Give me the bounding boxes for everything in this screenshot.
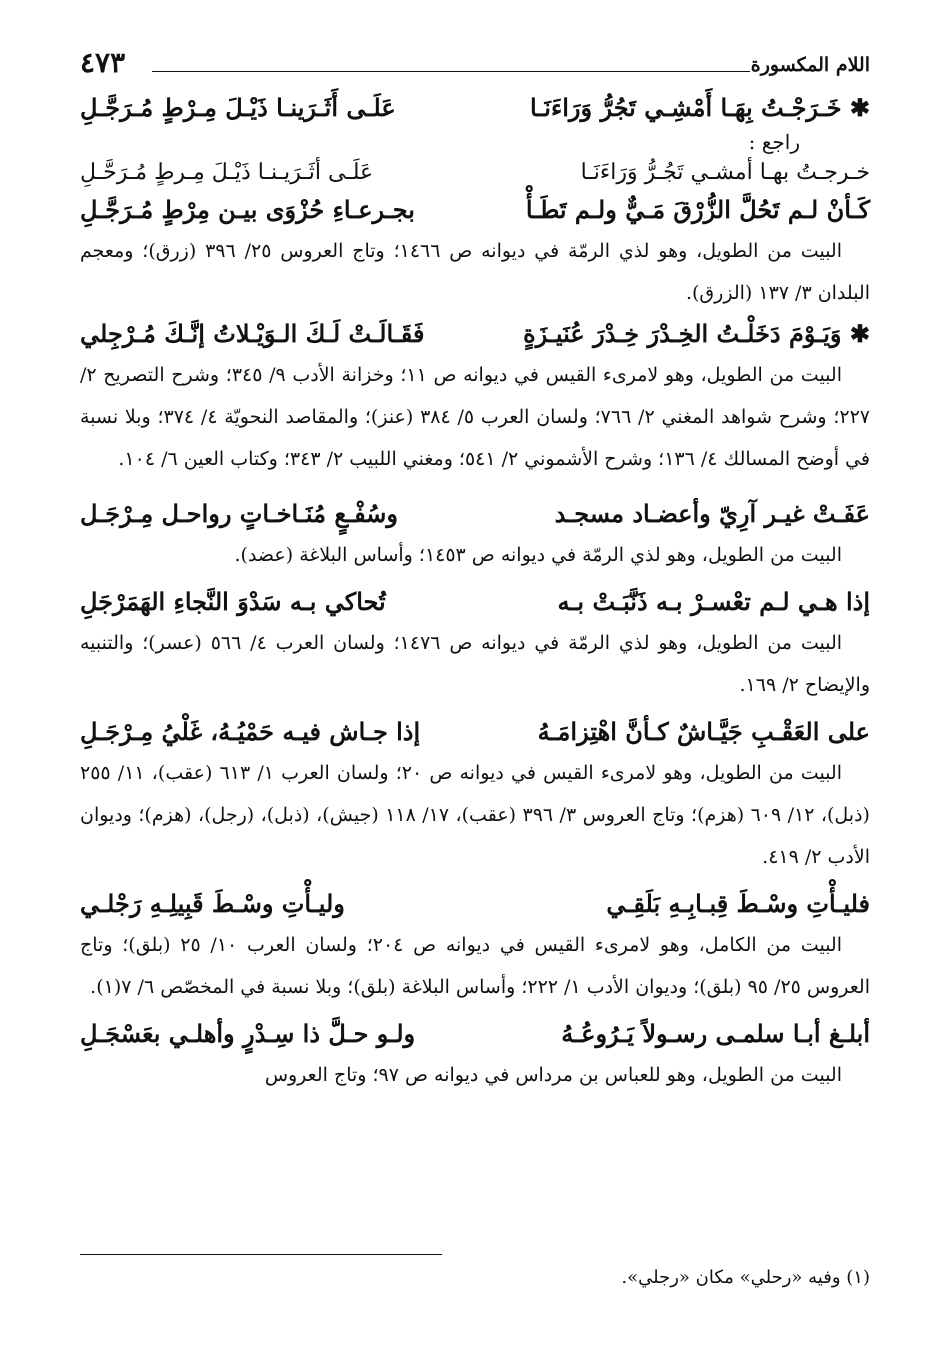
chapter-title: اللام المكسورة — [750, 54, 870, 76]
first-hemistich: عَفَـتْ غيـر آرِيّ وأعضـاد مسجـد — [554, 499, 870, 528]
second-hemistich: وليـأْتِ وسْـطَ قَبِيلِـهِ رَجْلـي — [80, 889, 345, 918]
second-hemistich: وسُفْـعٍ مُنَـاخـاتٍ رواحـل مِـرْجَـل — [80, 499, 398, 528]
first-hemistich: كَـأنْ لـم تَحُلَّ الزُّرْقَ مَـيٌّ ولـم تَطَـأْ — [525, 195, 870, 224]
verse-line — [80, 582, 870, 622]
second-hemistich: عَلَـى أَثَـرَينـا ذَيْـلَ مِـرْطٍ مُـرَجَّـلِ — [80, 93, 396, 122]
citation-text: البيت من الطويل، وهو لامرىء القيس في ديوانه ص ١١؛ وخزانة الأدب ٩/ ٣٤٥؛ وشرح التصريح ٢/ ٢٢٧؛ وشرح شواهد المغني ٢/ ٧٦٦؛ ولسان العرب ٥/ ٣٨٤ (عنز)؛ والمقاصد النحويّة ٤/ ٣٧٤؛ وبلا نسبة في أوضح المسالك ٤/ ١٣٦؛ وشرح الأشموني ٢/ ٥٤١؛ ومغني اللبيب ٢/ ٣٤٣؛ وكتاب العين ٦/ ١٠٤. — [80, 364, 871, 470]
citation-text: البيت من الطويل، وهو لذي الرمّة في ديوانه ص ١٤٦٦؛ وتاج العروس ٢٥/ ٣٩٦ (زرق)؛ ومعجم البلدان ٣/ ١٣٧ (الزرق). — [80, 240, 870, 304]
citation-text: البيت من الطويل، وهو للعباس بن مرداس في ديوانه ص ٩٧؛ وتاج العروس — [264, 1064, 842, 1086]
first-hemistich: على العَقْـبِ جَيَّـاشٌ كـأنَّ اهْتِزامَـهُ — [537, 717, 870, 746]
first-hemistich: خـرجـتُ بهـا أمشـي تَجُـرُّ وَرَاءَنَـا — [580, 160, 870, 185]
second-hemistich: تُحاكي بـه سَدْوَ النَّجاءِ الهَمَرْجَلِ — [80, 587, 386, 616]
citation-paragraph — [80, 924, 870, 1008]
second-hemistich: إذا جـاش فيـه حَمْيُـهُ، غَلْيُ مِـرْجَـلِ — [80, 717, 421, 746]
citation-text: البيت من الطويل، وهو لذي الرمّة في ديوانه ص ١٤٥٣؛ وأساس البلاغة (عضد). — [234, 544, 842, 566]
citation-paragraph — [80, 1054, 870, 1096]
citation-text: البيت من الطويل، وهو لذي الرمّة في ديوانه ص ١٤٧٦؛ ولسان العرب ٤/ ٥٦٦ (عسر)؛ والتنبيه والإيضاح ٢/ ١٦٩. — [80, 632, 870, 696]
page-body — [80, 40, 870, 1096]
verse-line — [80, 1014, 870, 1054]
verse-line — [80, 712, 870, 752]
first-hemistich: ✱ وَيَـوْمَ دَخَلْـتُ الخِـدْرَ خِـدْرَ عُنَيـزَةٍ — [523, 319, 870, 348]
cross-reference-label: راجع : — [748, 130, 800, 154]
citation-paragraph — [80, 230, 870, 314]
page-number: ٤٧٣ — [80, 46, 126, 79]
second-hemistich: عَلَـى أثَـرَيـنـا ذَيْـلَ مِـرطٍ مُـرَحَّـلِ — [80, 160, 374, 185]
second-hemistich: بجـرعـاءِ حُزْوَى بيـن مِرْطٍ مُـرَجَّـلِ — [80, 195, 415, 224]
header-rule — [152, 71, 750, 72]
citation-text: البيت من الطويل، وهو لامرىء القيس في ديوانه ص ٢٠؛ ولسان العرب ١/ ٦١٣ (عقب)، ١١/ ٢٥٥ (ذبل)، ١٢/ ٦٠٩ (هزم)؛ وتاج العروس ٣/ ٣٩٦ (عقب)، ١٧/ ١١٨ (جيش)، (ذبل)، (رجل)، (هزم)؛ وديوان الأدب ٢/ ٤١٩. — [80, 762, 870, 868]
verse-line — [80, 884, 870, 924]
verse-line — [80, 314, 870, 354]
verse-line — [80, 494, 870, 534]
verse-line — [80, 190, 870, 230]
citation-text: البيت من الكامل، وهو لامرىء القيس في ديوانه ص ٢٠٤؛ ولسان العرب ١٠/ ٢٥ (بلق)؛ وتاج العروس ٢٥/ ٩٥ (بلق)؛ وديوان الأدب ١/ ٢٢٢؛ وأساس البلاغة (بلق)؛ وبلا نسبة في المخصّص ٦/ ٧(١). — [80, 934, 870, 998]
verse-line — [80, 88, 870, 128]
first-hemistich: فليـأْتِ وسْـطَ قِبـابِـهِ بَلَقِـي — [606, 889, 870, 918]
verse-line-variant — [80, 156, 870, 190]
citation-paragraph — [80, 752, 870, 878]
second-hemistich: ولـو حـلَّ ذا سِـدْرٍ وأهلـي بعَسْجَـلِ — [80, 1019, 416, 1048]
page-header — [80, 40, 870, 88]
footnote-rule — [80, 1254, 442, 1255]
first-hemistich: ✱ خَـرَجْـتُ بِهَـا أَمْشِـي تَجُرُّ وَرَاءَنَـا — [529, 93, 870, 122]
footnote: (١) وفيه «رحلي» مكان «رجلي». — [621, 1267, 870, 1288]
first-hemistich: أبلـغ أبـا سلمـى رسـولاً يَـرُوعُـهُ — [561, 1019, 870, 1048]
citation-paragraph — [80, 622, 870, 706]
first-hemistich: إذا هـي لـم تعْسـرْ بـه ذَنَّبَـتْ بـه — [557, 587, 870, 616]
citation-paragraph — [80, 534, 870, 576]
citation-paragraph — [80, 354, 870, 480]
second-hemistich: فَقَـالَـتْ لَـكَ الـوَيْـلاتُ إنَّـكَ مُـرْجِلي — [80, 319, 425, 348]
